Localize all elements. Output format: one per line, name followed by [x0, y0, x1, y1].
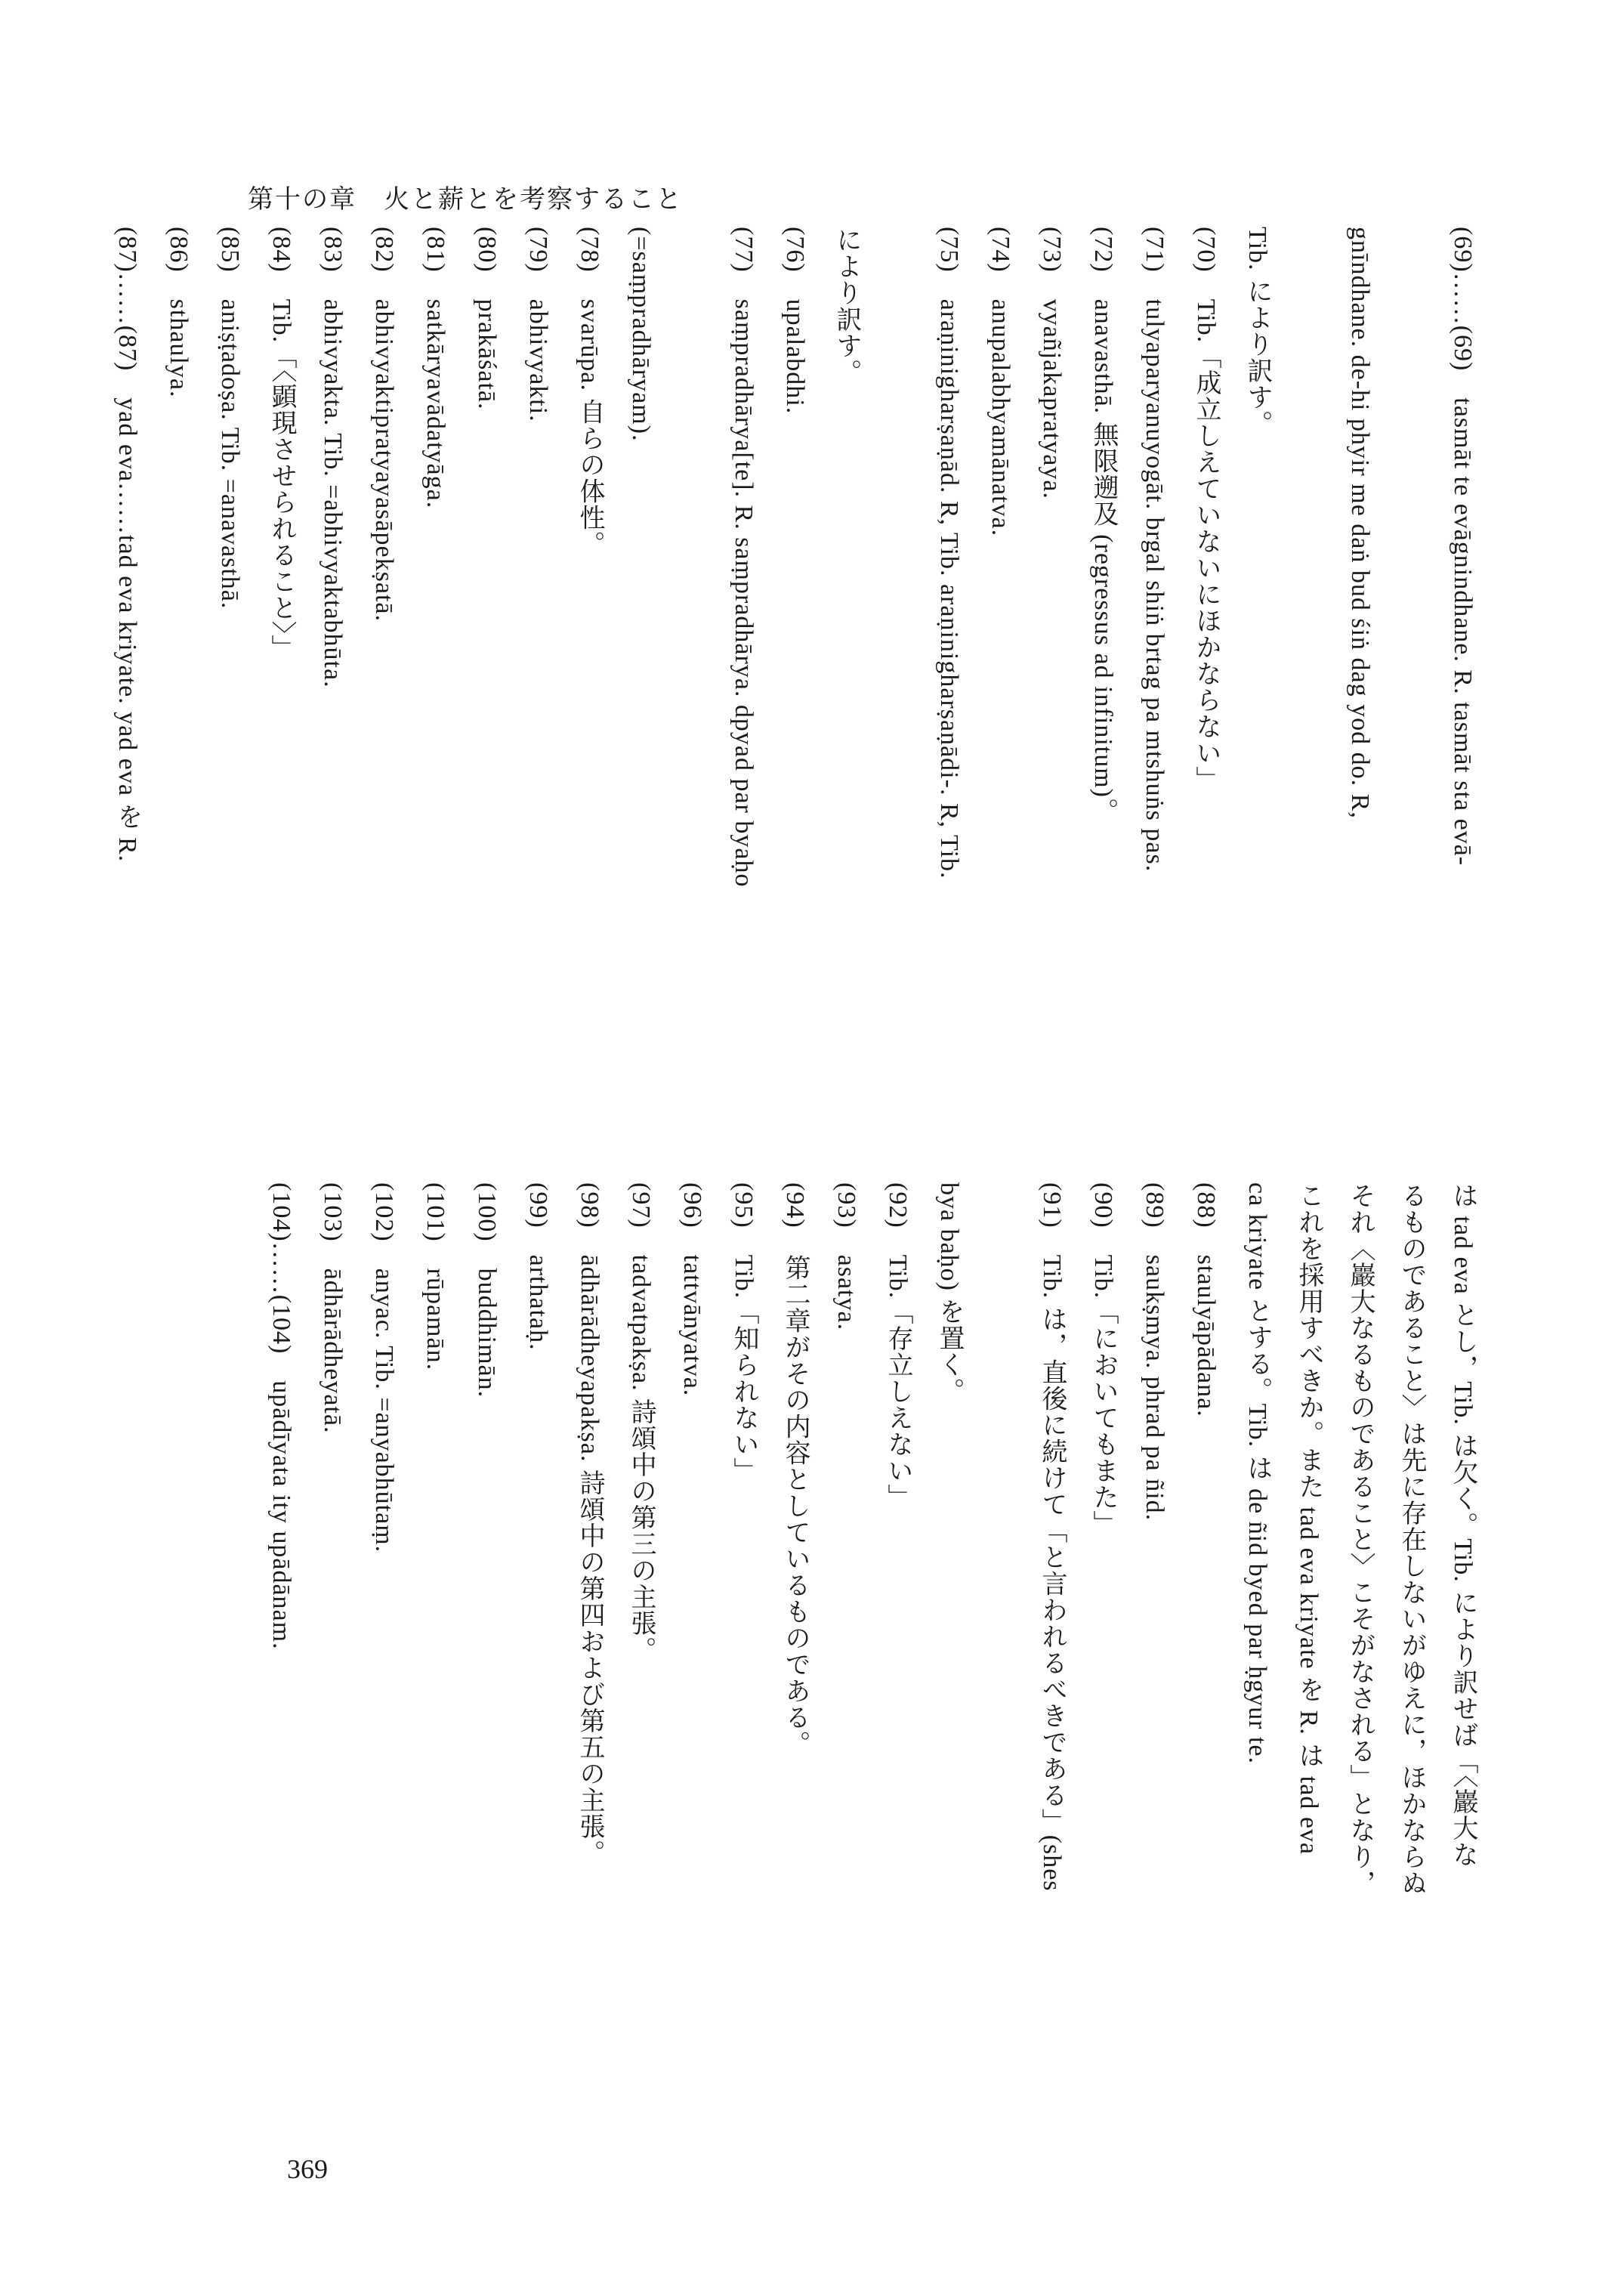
note-line: (84) Tib.「〈顕現させられること〉」: [267, 227, 295, 662]
note-line: (96) tattvānyatva.: [678, 1182, 706, 1397]
note-line: (80) prakāśatā.: [473, 227, 501, 410]
note-line: は tad eva とし，Tib. は欠く。Tib. により訳せば「〈巖大な: [1449, 1182, 1477, 1868]
note-line: (87)……(87) yad eva……tad eva kriyate. yad eva を R.: [113, 227, 141, 863]
note-line: それ〈巖大なるものであること〉こそがなされる」となり，: [1346, 1182, 1374, 1896]
note-line: (89) saukṣmya. phrad pa ñid.: [1141, 1182, 1169, 1522]
page-number: 369: [287, 2154, 328, 2184]
note-line: (78) svarūpa. 自らの体性。: [576, 227, 604, 558]
note-line: (69)……(69) tasmāt te evāgnindhane. R. tasmāt sta evā-: [1449, 227, 1477, 867]
note-line: (72) anavasthā. 無限遡及 (regressus ad infinitum)。: [1089, 227, 1117, 824]
note-line: (73) vyañjakapratyaya.: [1038, 227, 1066, 499]
note-line: gnīndhane. de-hi phyir me daṅ bud śiṅ dag yod do. R,: [1346, 227, 1374, 819]
note-line: (97) tadvatpakṣa. 詩頌中の第三の主張。: [627, 1182, 655, 1664]
note-line: (86) sthaulya.: [165, 227, 193, 398]
note-line: により訳す。: [832, 227, 860, 385]
note-line: (88) staulyāpādana.: [1192, 1182, 1220, 1417]
note-line: (95) Tib.「知られない」: [730, 1182, 758, 1485]
note-line: (98) ādhārādheyapakṣa. 詩頌中の第四および第五の主張。: [576, 1182, 604, 1866]
note-line: (71) tulyaparyanuyogāt. brgal shiṅ brtag pa mtshuṅs pas.: [1141, 227, 1169, 873]
note-line: (81) satkāryavādatyāga.: [421, 227, 449, 509]
note-line: (104)……(104) upādīyata ity upādānam.: [267, 1182, 295, 1650]
running-head: 第十の章 火と薪とを考察すること: [248, 184, 683, 215]
note-line: (74) anupalabhyamānatva.: [986, 227, 1014, 537]
note-line: ca kriyate とする。Tib. は de ñid byed par ḥgyur te.: [1243, 1182, 1271, 1764]
note-line: (93) asatya.: [832, 1182, 860, 1331]
note-line: (77) saṃpradhārya[te]. R. saṃpradhārya. dpyad par byaḥo: [730, 227, 758, 888]
note-line: (100) buddhimān.: [473, 1182, 501, 1398]
note-line: (76) upalabdhi.: [781, 227, 809, 415]
note-line: (83) abhivyakta. Tib. =abhivyaktabhūta.: [319, 227, 347, 688]
note-line: (91) Tib. は，直後に続けて「と言われるべきである」(shes: [1038, 1182, 1066, 1892]
note-line: bya baḥo) を置く。: [935, 1182, 963, 1404]
note-line: Tib. により訳す。: [1243, 227, 1271, 437]
note-line: (92) Tib.「存立しえない」: [884, 1182, 912, 1511]
note-line: るものであること〉は先に存在しないがゆえに，ほかならぬ: [1397, 1182, 1425, 1896]
note-line: (90) Tib.「においてもまた」: [1089, 1182, 1117, 1537]
note-line: (79) abhivyakti.: [524, 227, 552, 422]
note-line: (94) 第二章がその内容としているものである。: [781, 1182, 809, 1757]
note-line: (=saṃpradhāryam).: [627, 227, 655, 442]
note-line: (101) rūpamān.: [421, 1182, 449, 1371]
note-line: (102) anyac. Tib. =anyabhūtaṃ.: [370, 1182, 398, 1553]
notes-column-upper: [101, 227, 1488, 1118]
note-line: (103) ādhārādheyatā.: [319, 1182, 347, 1434]
note-line: (70) Tib.「成立しえていないにほかならない」: [1192, 227, 1220, 793]
note-line: (82) abhivyaktipratyayasāpekṣatā.: [370, 227, 398, 622]
notes-column-lower: [255, 1182, 1488, 2074]
note-line: (99) arthataḥ.: [524, 1182, 552, 1351]
note-line: (75) araṇinigharṣaṇād. R, Tib. araṇinigharṣaṇādi-. R, Tib.: [935, 227, 963, 879]
note-line: (85) aniṣṭadoṣa. Tib. =anavasthā.: [216, 227, 244, 610]
note-line: これを採用すべきか。また tad eva kriyate を R. は tad eva: [1295, 1182, 1323, 1856]
